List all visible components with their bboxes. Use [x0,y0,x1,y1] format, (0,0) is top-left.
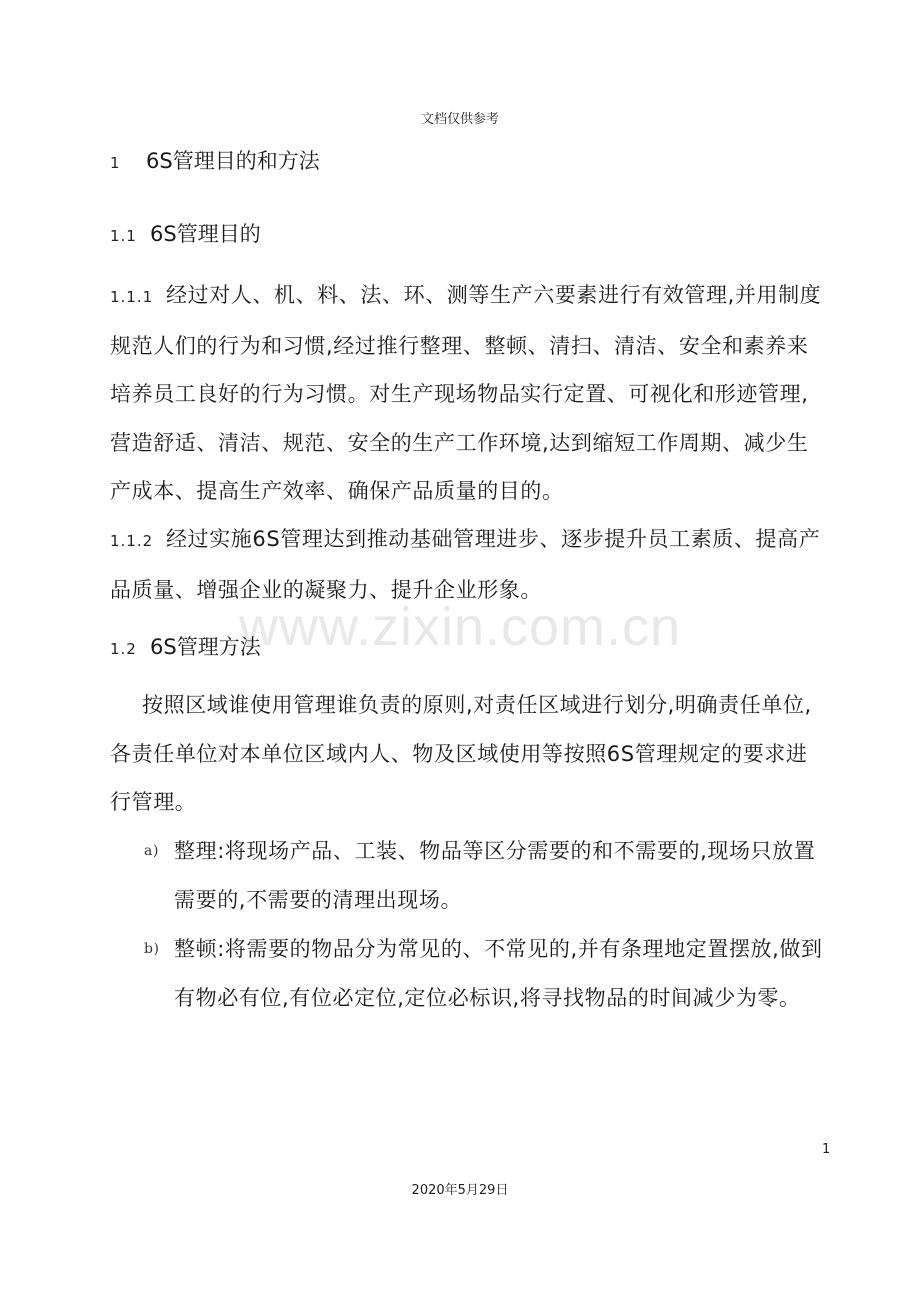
section-heading-1-1 [110,219,261,251]
list-item-text: 整顿:将需要的物品分为常见的、不常见的,并有条理地定置摆放,做到有物必有位,有位必定位,定位必标识,将寻找物品的时间减少为零。 [174,937,823,1010]
section-number: 1.2 [110,640,137,658]
page-number: 1 [822,1142,831,1157]
clause-number: 1.1.2 [110,532,154,550]
body-paragraph: 按照区域谁使用管理谁负责的原则,对责任区域进行划分,明确责任单位,各责任单位对本单位区域内人、物及区域使用等按照6S管理规定的要求进行管理。 [110,693,812,814]
clause-text: 经过实施6S管理达到推动基础管理进步、逐步提升员工素质、提高产品质量、增强企业的凝聚力、提升企业形象。 [110,527,821,602]
clause-number: 1.1.1 [110,288,154,306]
footer-date: 2020年5月29日 [411,1183,509,1198]
section-heading-1-2 [110,632,261,664]
clause-text: 经过对人、机、料、法、环、测等生产六要素进行有效管理,并用制度规范人们的行为和习惯,经过推行整理、整顿、清扫、清洁、安全和素养来培养员工良好的行为习惯。对生产现场物品实行定置、可视化和形迹管理,营造舒适、清洁、规范、安全的生产工作环境,达到缩短工作周期、减少生产成本、提高生产效率、确保产品质量的目的。 [110,283,822,503]
section-title: 6S管理目的和方法 [146,149,320,173]
header-note: 文档仅供参考 [420,112,499,127]
list-item [144,925,834,1022]
section-title: 6S管理目的 [150,222,261,246]
list-marker: a) [144,843,160,859]
paragraph-1-1-1 [110,271,830,516]
section-number: 1 [110,154,120,172]
watermark: www.zixin.com.cn [238,597,682,657]
list-item-text: 整理:将现场产品、工装、物品等区分需要的和不需要的,现场只放置需要的,不需要的清理出现场。 [174,839,816,912]
section-number: 1.1 [110,227,137,245]
list-marker: b) [144,941,160,957]
section-heading-1 [110,146,320,178]
section-title: 6S管理方法 [150,635,261,659]
list-item [144,827,834,924]
